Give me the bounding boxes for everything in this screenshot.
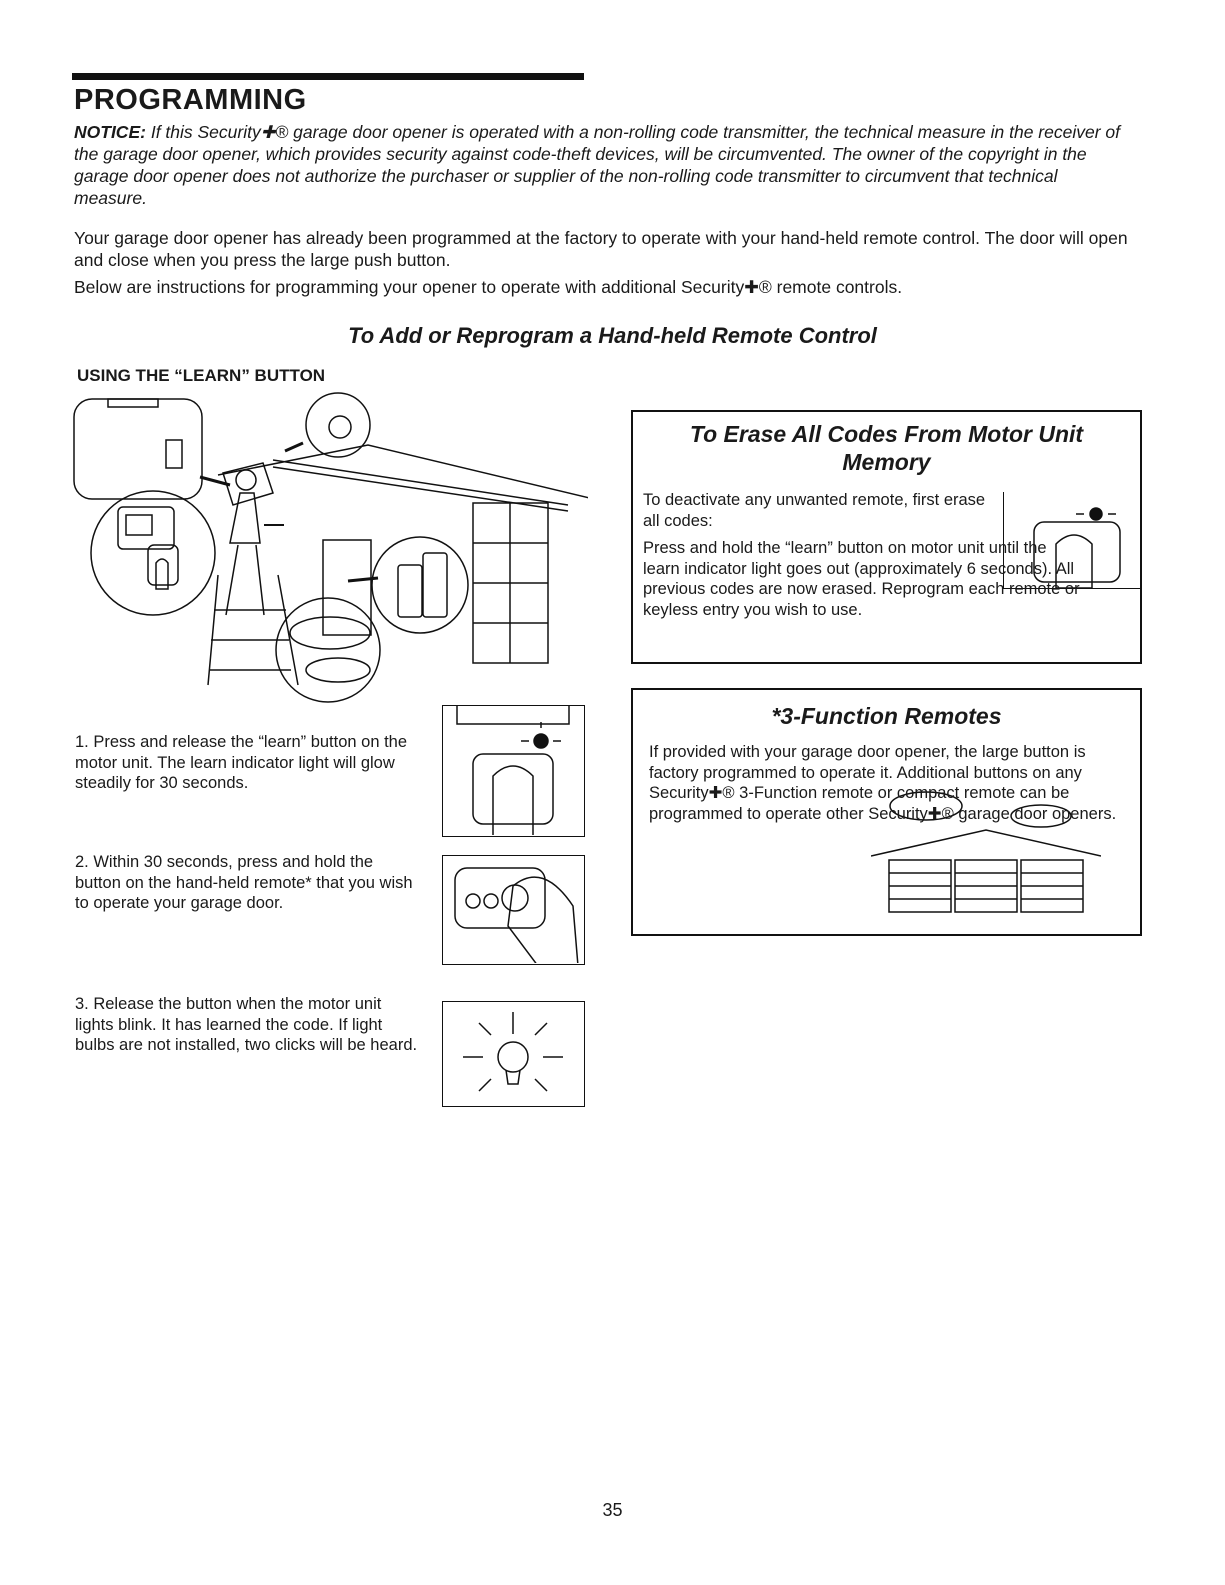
erase-box-title: To Erase All Codes From Motor Unit Memory <box>689 421 1084 475</box>
step-1: 1. Press and release the “learn” button on the motor unit. The learn indicator light will glow steadily for 30 seconds. <box>75 733 408 792</box>
section-subtitle: USING THE “LEARN” BUTTON <box>77 366 326 385</box>
three-function-box-paragraph: If provided with your garage door opener, the large button is factory programmed to operate it. Additional buttons on any Security✚® 3-Function remote or compact remote can be programmed to operate other Security✚® garage door openers. <box>649 743 1117 823</box>
three-function-box-title: *3-Function Remotes <box>771 703 1002 729</box>
remote-press-icon <box>443 856 583 963</box>
notice-paragraph <box>74 121 1134 209</box>
erase-codes-box <box>631 410 1142 664</box>
three-function-box <box>631 688 1142 936</box>
bulb-figure <box>442 1001 585 1107</box>
notice-label: NOTICE: <box>74 122 146 142</box>
step-3: 3. Release the button when the motor unit lights blink. It has learned the code. If light bulbs are not installed, two clicks will be heard. <box>75 995 418 1054</box>
light-bulb-icon <box>443 1002 583 1105</box>
erase-box-paragraph-2: Press and hold the “learn” button on motor unit until the learn indicator light goes out (approximately 6 seconds). All previous codes are now erased. Reprogram each remote or keyless entry you wish to use. <box>643 539 1080 619</box>
intro-paragraph-2: Below are instructions for programming your opener to operate with additional Security✚® remote controls. <box>74 277 903 297</box>
title-rule <box>72 73 584 80</box>
step-2: 2. Within 30 seconds, press and hold the button on the hand-held remote* that you wish to operate your garage door. <box>75 853 413 912</box>
page-number: 35 <box>602 1500 623 1520</box>
learn-button-press-icon <box>443 706 583 835</box>
remote-press-figure <box>442 855 585 965</box>
erase-box-paragraph-1: To deactivate any unwanted remote, first erase all codes: <box>643 491 986 530</box>
garage-scene-drawing <box>68 385 588 705</box>
intro-paragraph-1: Your garage door opener has already been programmed at the factory to operate with your hand-held remote control. The door will open and close when you press the large push button. <box>74 228 1128 270</box>
page-title: PROGRAMMING <box>74 84 307 116</box>
section-title: To Add or Reprogram a Hand-held Remote Control <box>348 323 877 348</box>
garage-illustration <box>68 385 588 705</box>
learn-button-figure <box>442 705 585 837</box>
notice-text: If this Security✚® garage door opener is operated with a non-rolling code transmitter, the technical measure in the receiver of the garage door opener, which provides security against code-theft devices, will be circumvented. The owner of the copyright in the garage door opener does not authorize the purchaser or supplier of the non-rolling code transmitter to circumvent that technical measure. <box>74 122 1121 208</box>
